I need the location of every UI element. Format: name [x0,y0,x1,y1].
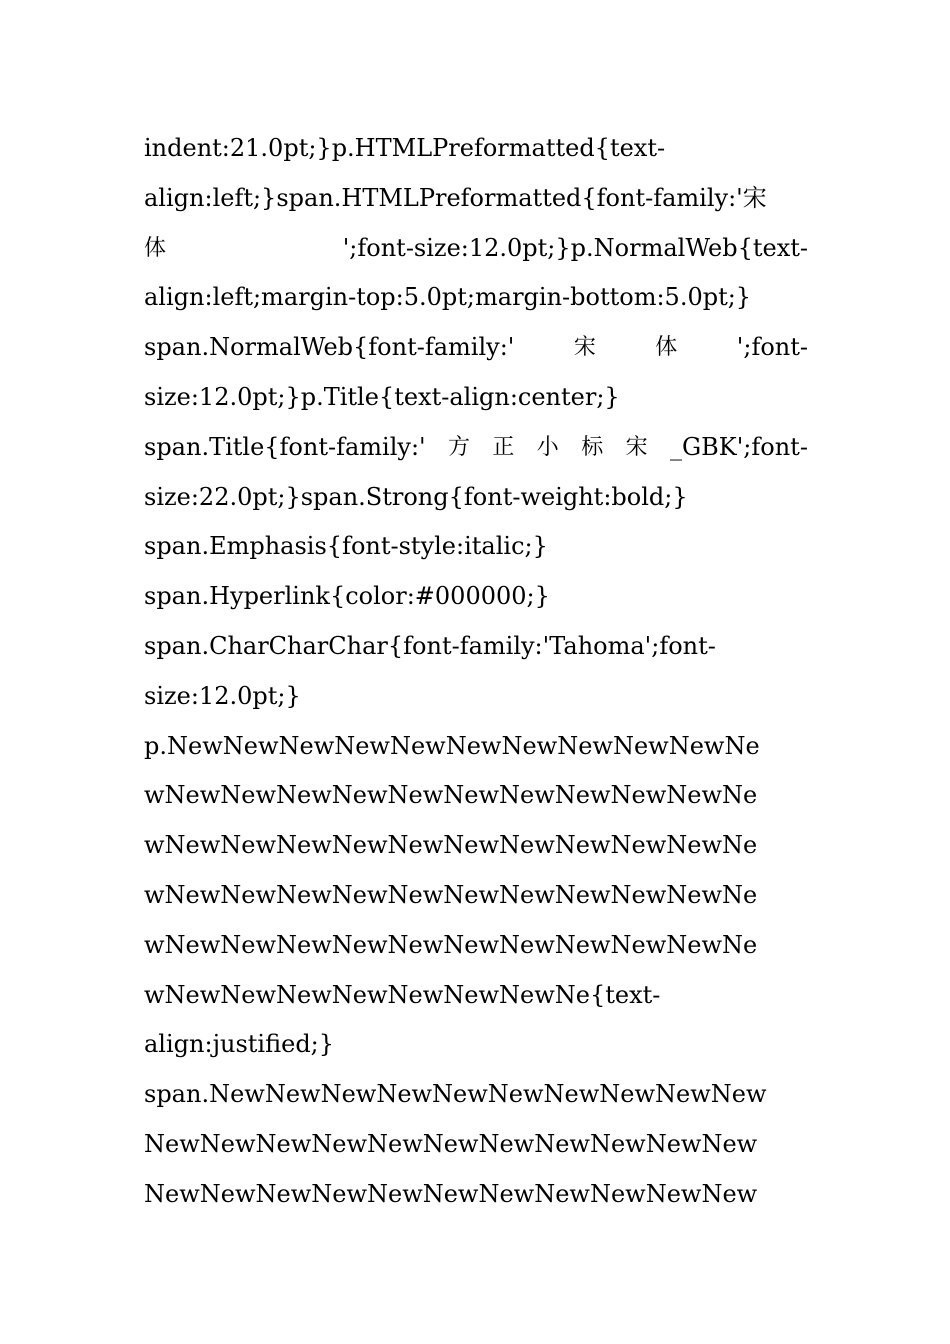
text-segment: size:12.0pt;} [144,681,301,710]
text-line [144,473,808,523]
text-segment: size:22.0pt;}span.Strong{font-weight:bold;} [144,482,688,511]
text-segment: NewNewNewNewNewNewNewNewNewNewNew [144,1179,758,1208]
text-segment: 宋 [625,434,648,460]
text-segment: _GBK';font- [669,432,808,461]
text-line [144,323,808,373]
text-line [144,522,808,572]
text-segment: wNewNewNewNewNewNewNewNewNewNewNe [144,930,758,959]
text-line [144,423,808,473]
text-segment: align:left;}span.HTMLPreformatted{font-family:'宋 [144,183,767,212]
text-segment: 标 [581,434,604,460]
document-body [144,124,808,1220]
text-segment: span.Emphasis{font-style:italic;} [144,532,548,561]
text-line [144,821,808,871]
text-line [144,921,808,971]
text-segment: 方 [448,434,471,460]
text-line [144,224,808,274]
text-line [144,722,808,772]
text-segment: ';font-size:12.0pt;}p.NormalWeb{text- [342,233,808,262]
text-segment: wNewNewNewNewNewNewNewNewNewNewNe [144,880,758,909]
text-line [144,124,808,174]
text-line [144,572,808,622]
text-segment: span.Hyperlink{color:#000000;} [144,582,550,611]
text-line [144,1170,808,1220]
text-segment: indent:21.0pt;}p.HTMLPreformatted{text- [144,134,666,162]
text-line [144,273,808,323]
text-segment: wNewNewNewNewNewNewNewNewNewNewNe [144,781,758,810]
text-segment: ';font- [736,333,808,362]
text-segment: 宋 [573,335,596,361]
text-segment: wNewNewNewNewNewNewNewNe{text- [144,980,661,1009]
text-segment: span.Title{font-family:' [144,432,426,461]
text-segment: span.NewNewNewNewNewNewNewNewNewNew [144,1080,767,1109]
text-line [144,174,808,224]
text-line [144,1120,808,1170]
text-segment: 正 [492,434,515,460]
text-segment: 体 [144,235,167,261]
text-line [144,971,808,1021]
text-line [144,672,808,722]
text-segment: 小 [536,434,559,460]
text-segment: size:12.0pt;}p.Title{text-align:center;} [144,382,620,411]
text-segment: wNewNewNewNewNewNewNewNewNewNewNe [144,831,758,860]
text-line [144,1070,808,1120]
text-segment: span.CharCharChar{font-family:'Tahoma';font- [144,631,716,660]
text-line [144,871,808,921]
text-segment: span.NormalWeb{font-family:' [144,333,515,362]
text-line [144,1020,808,1070]
text-line [144,373,808,423]
text-segment: p.NewNewNewNewNewNewNewNewNewNewNe [144,731,760,760]
text-line [144,622,808,672]
text-line [144,771,808,821]
text-segment: align:left;margin-top:5.0pt;margin-bottom:5.0pt;} [144,283,752,312]
text-segment: 体 [655,335,678,361]
text-segment: align:justified;} [144,1030,335,1059]
text-segment: NewNewNewNewNewNewNewNewNewNewNew [144,1129,758,1158]
